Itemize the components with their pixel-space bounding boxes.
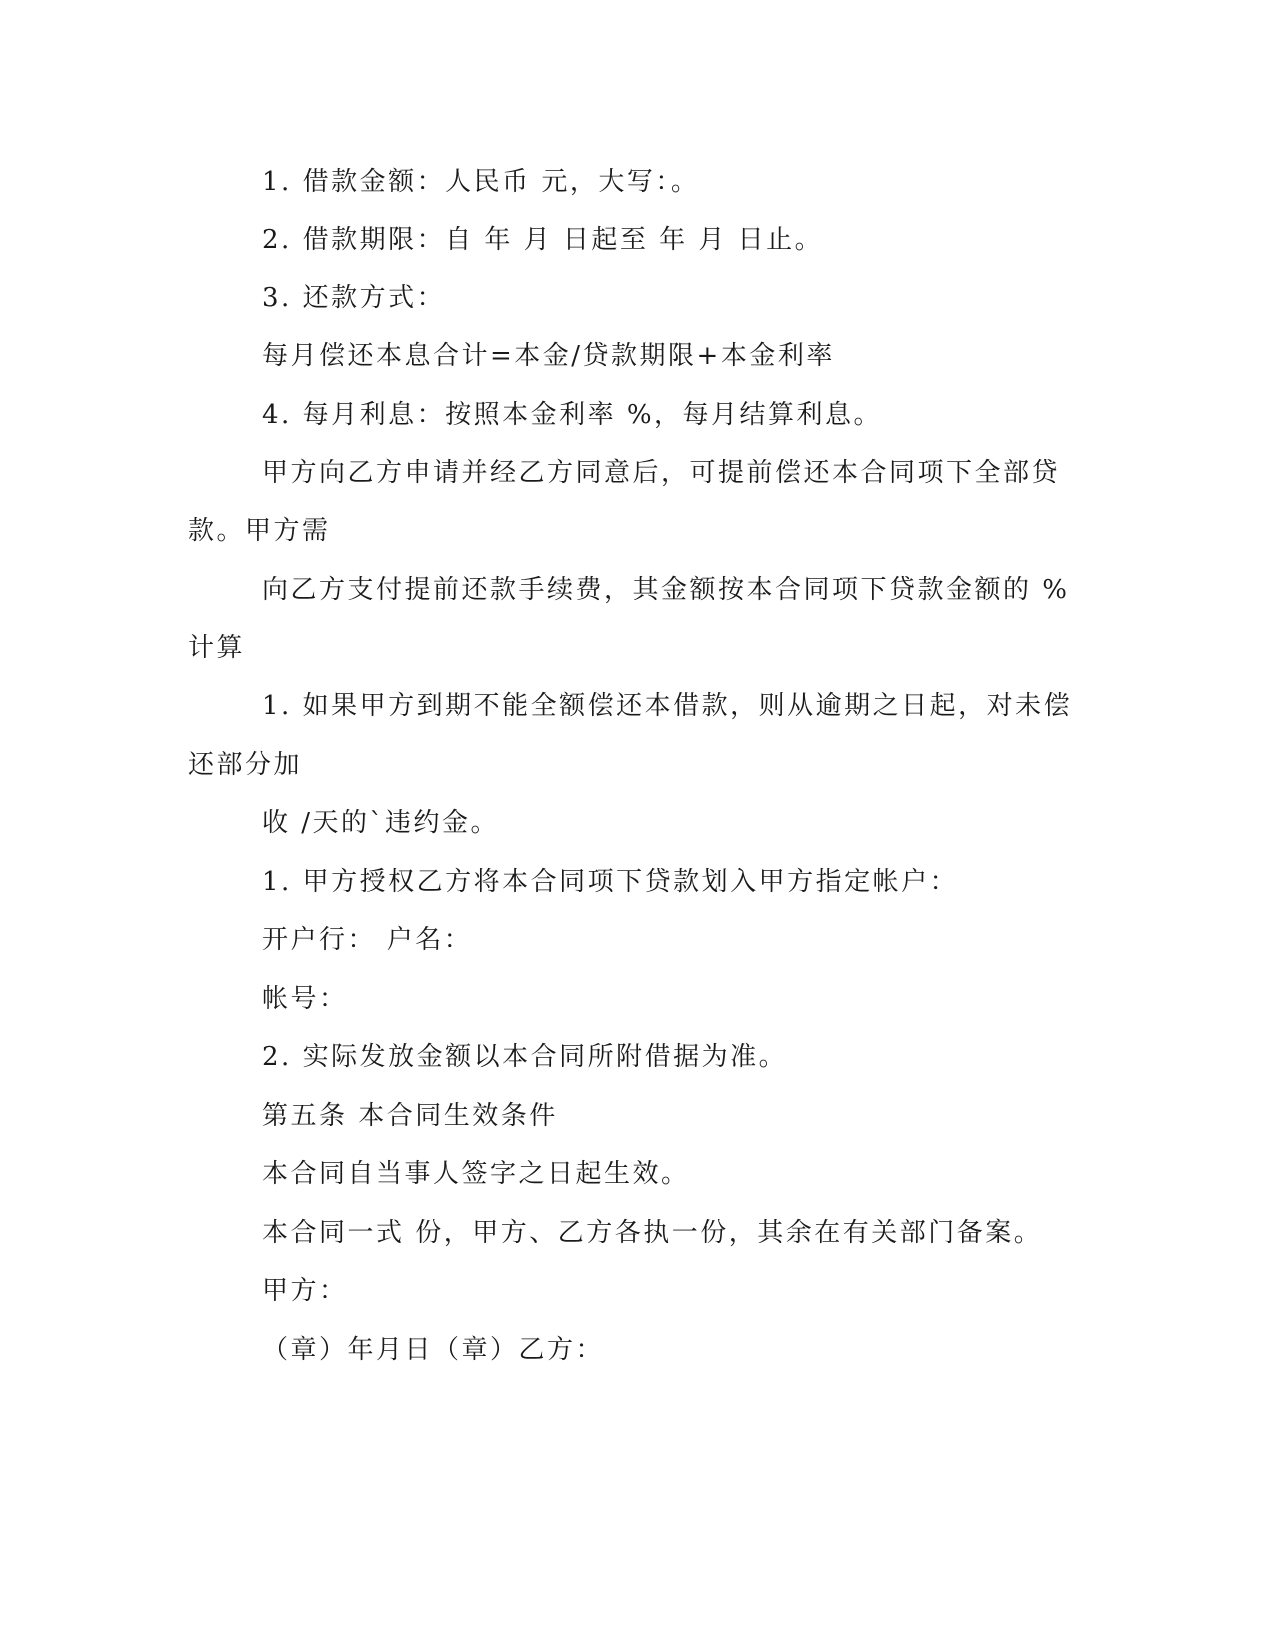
prepayment-fee-line-continued: 计算 [188, 633, 246, 663]
account-authorization-line: 1. 甲方授权乙方将本合同项下贷款划入甲方指定帐户： [262, 867, 959, 897]
loan-term-line: 2. 借款期限：自 年 月 日起至 年 月 日止。 [262, 225, 824, 255]
monthly-interest-line: 4. 每月利息：按照本金利率 %，每月结算利息。 [262, 400, 883, 430]
penalty-line: 收 /天的`违约金。 [262, 808, 500, 838]
account-number-line: 帐号： [262, 984, 348, 1014]
seal-date-line: （章）年月日（章）乙方： [262, 1335, 605, 1365]
repayment-method-line: 3. 还款方式： [262, 283, 446, 313]
prepayment-fee-line: 向乙方支付提前还款手续费，其金额按本合同项下贷款金额的 % [262, 575, 1070, 605]
copies-line: 本合同一式 份，甲方、乙方各执一份，其余在有关部门备案。 [262, 1218, 1043, 1248]
prepayment-line-continued: 款。甲方需 [188, 516, 331, 546]
actual-disbursement-line: 2. 实际发放金额以本合同所附借据为准。 [262, 1042, 788, 1072]
article-five-heading: 第五条 本合同生效条件 [262, 1101, 558, 1131]
prepayment-line: 甲方向乙方申请并经乙方同意后，可提前偿还本合同项下全部贷 [262, 458, 1061, 488]
overdue-line-continued: 还部分加 [188, 750, 303, 780]
party-a-signature-line: 甲方： [262, 1276, 348, 1306]
monthly-formula-line: 每月偿还本息合计=本金/贷款期限+本金利率 [262, 341, 835, 371]
bank-account-name-line: 开户行： 户名： [262, 925, 473, 955]
effective-date-line: 本合同自当事人签字之日起生效。 [262, 1159, 690, 1189]
loan-amount-line: 1. 借款金额：人民币 元，大写：。 [262, 167, 700, 197]
overdue-line: 1. 如果甲方到期不能全额偿还本借款，则从逾期之日起，对未偿 [262, 691, 1073, 721]
